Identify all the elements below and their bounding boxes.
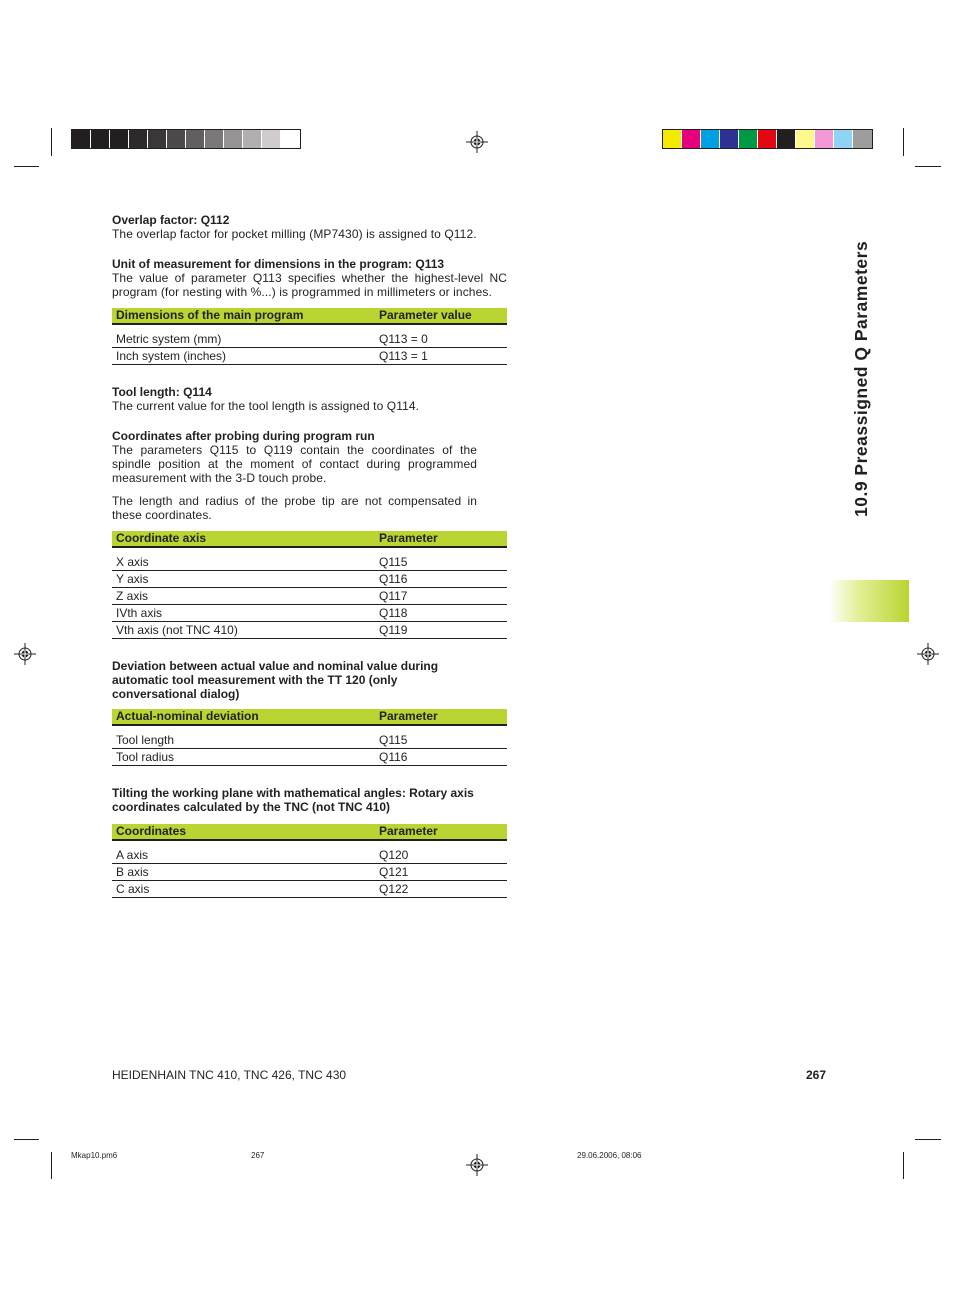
- gray-calibration-bar: [71, 129, 301, 149]
- table-header-row: [112, 709, 507, 725]
- table-header-cell: Parameter value: [375, 308, 507, 324]
- table-header-row: [112, 531, 507, 547]
- table-header-cell: Parameter: [375, 824, 507, 840]
- color-calibration-bar: [662, 129, 873, 149]
- table-header-row: [112, 824, 507, 840]
- crop-mark-bottom-left-h: [14, 1139, 39, 1140]
- crop-mark-bottom-left-v: [51, 1152, 52, 1179]
- color-swatch: [777, 130, 796, 148]
- color-swatch: [682, 130, 701, 148]
- table-cell: Q116: [375, 571, 507, 588]
- crop-mark-top-right-h: [915, 166, 941, 167]
- table-tilting: [112, 824, 507, 898]
- color-swatch: [720, 130, 739, 148]
- main-content: [112, 213, 507, 898]
- gray-swatch: [224, 130, 243, 148]
- gray-swatch: [205, 130, 224, 148]
- section-heading-deviation: Deviation between actual value and nominal value during automatic tool measurement with the TT 120 (only conversational dialog): [112, 659, 439, 701]
- table-row: [112, 588, 507, 605]
- color-swatch: [758, 130, 777, 148]
- slug-page-number: 267: [251, 1151, 265, 1160]
- table-cell: Q122: [375, 881, 507, 898]
- gray-swatch: [243, 130, 262, 148]
- table-cell: C axis: [112, 881, 375, 898]
- color-swatch: [663, 130, 682, 148]
- table-cell: Q115: [375, 554, 507, 571]
- table-row: [112, 864, 507, 881]
- gray-swatch: [186, 130, 205, 148]
- footer-product-name: HEIDENHAIN TNC 410, TNC 426, TNC 430: [112, 1068, 347, 1082]
- table-cell: Q121: [375, 864, 507, 881]
- registration-target-icon: [466, 1154, 488, 1176]
- table-cell: B axis: [112, 864, 375, 881]
- section-body-q112: The overlap factor for pocket milling (MP7430) is assigned to Q112.: [112, 227, 477, 241]
- gray-swatch: [110, 130, 129, 148]
- table-probing: [112, 531, 507, 639]
- table-cell: Metric system (mm): [112, 331, 375, 348]
- section-body-q113: The value of parameter Q113 specifies whether the highest-level NC program (for nesting with %...) is programmed in millimeters or inches.: [112, 271, 507, 299]
- section-heading-q114: Tool length: Q114: [112, 385, 212, 399]
- slug-date: 29.06.2006, 08:06: [577, 1151, 642, 1160]
- table-row: [112, 331, 507, 348]
- table-cell: Tool length: [112, 732, 375, 749]
- table-row: [112, 554, 507, 571]
- table-cell: Q120: [375, 847, 507, 864]
- table-cell: Q117: [375, 588, 507, 605]
- table-header-cell: Parameter: [375, 709, 507, 725]
- section-heading-q112: Overlap factor: Q112: [112, 213, 230, 227]
- table-header-cell: Actual-nominal deviation: [112, 709, 375, 725]
- gray-swatch: [148, 130, 167, 148]
- table-cell: Z axis: [112, 588, 375, 605]
- color-swatch: [701, 130, 720, 148]
- table-cell: X axis: [112, 554, 375, 571]
- gray-swatch: [91, 130, 110, 148]
- table-cell: Q116: [375, 749, 507, 766]
- registration-target-icon: [917, 643, 939, 665]
- color-swatch: [739, 130, 758, 148]
- chapter-tab-marker: [829, 580, 909, 622]
- table-row: [112, 881, 507, 898]
- color-swatch: [853, 130, 872, 148]
- table-deviation: [112, 709, 507, 766]
- crop-mark-top-left-v: [51, 128, 52, 156]
- table-cell: Vth axis (not TNC 410): [112, 622, 375, 639]
- table-header-cell: Parameter: [375, 531, 507, 547]
- table-cell: Q113 = 0: [375, 331, 507, 348]
- table-cell: A axis: [112, 847, 375, 864]
- section-heading-probing: Coordinates after probing during program run: [112, 429, 375, 443]
- chapter-title-vertical: 10.9 Preassigned Q Parameters: [851, 240, 871, 517]
- color-swatch: [796, 130, 815, 148]
- table-row: [112, 749, 507, 766]
- registration-target-icon: [14, 643, 36, 665]
- section-heading-tilting: Tilting the working plane with mathematical angles: Rotary axis coordinates calculated by the TNC (not TNC 410): [112, 786, 474, 814]
- gray-swatch: [129, 130, 148, 148]
- table-cell: Inch system (inches): [112, 348, 375, 365]
- table-header-row: [112, 308, 507, 324]
- section-heading-q113: Unit of measurement for dimensions in the program: Q113: [112, 257, 445, 271]
- table-cell: Q119: [375, 622, 507, 639]
- section-body-probing-2: The length and radius of the probe tip are not compensated in these coordinates.: [112, 494, 477, 522]
- color-swatch: [815, 130, 834, 148]
- table-q113: [112, 308, 507, 365]
- color-swatch: [834, 130, 853, 148]
- table-row: [112, 847, 507, 864]
- table-cell: Q113 = 1: [375, 348, 507, 365]
- table-header-cell: Coordinate axis: [112, 531, 375, 547]
- footer-page-number: 267: [806, 1068, 827, 1082]
- table-row: [112, 605, 507, 622]
- table-cell: Tool radius: [112, 749, 375, 766]
- table-cell: Y axis: [112, 571, 375, 588]
- gray-swatch: [72, 130, 91, 148]
- table-header-cell: Dimensions of the main program: [112, 308, 375, 324]
- table-row: [112, 732, 507, 749]
- section-body-probing-1: The parameters Q115 to Q119 contain the coordinates of the spindle position at the moment of contact during programmed measurement with the 3-D touch probe.: [112, 443, 477, 485]
- table-cell: Q115: [375, 732, 507, 749]
- gray-swatch: [262, 130, 281, 148]
- section-body-q114: The current value for the tool length is assigned to Q114.: [112, 399, 420, 413]
- gray-swatch: [167, 130, 186, 148]
- table-row: [112, 348, 507, 365]
- crop-mark-top-left-h: [14, 166, 39, 167]
- table-row: [112, 622, 507, 639]
- registration-target-icon: [466, 131, 488, 153]
- table-cell: Q118: [375, 605, 507, 622]
- crop-mark-bottom-right-v: [903, 1152, 904, 1179]
- table-row: [112, 571, 507, 588]
- gray-swatch: [281, 130, 300, 148]
- slug-file-name: Mkap10.pm6: [71, 1151, 118, 1160]
- table-header-cell: Coordinates: [112, 824, 375, 840]
- crop-mark-bottom-right-h: [915, 1139, 941, 1140]
- crop-mark-top-right-v: [903, 128, 904, 156]
- table-cell: IVth axis: [112, 605, 375, 622]
